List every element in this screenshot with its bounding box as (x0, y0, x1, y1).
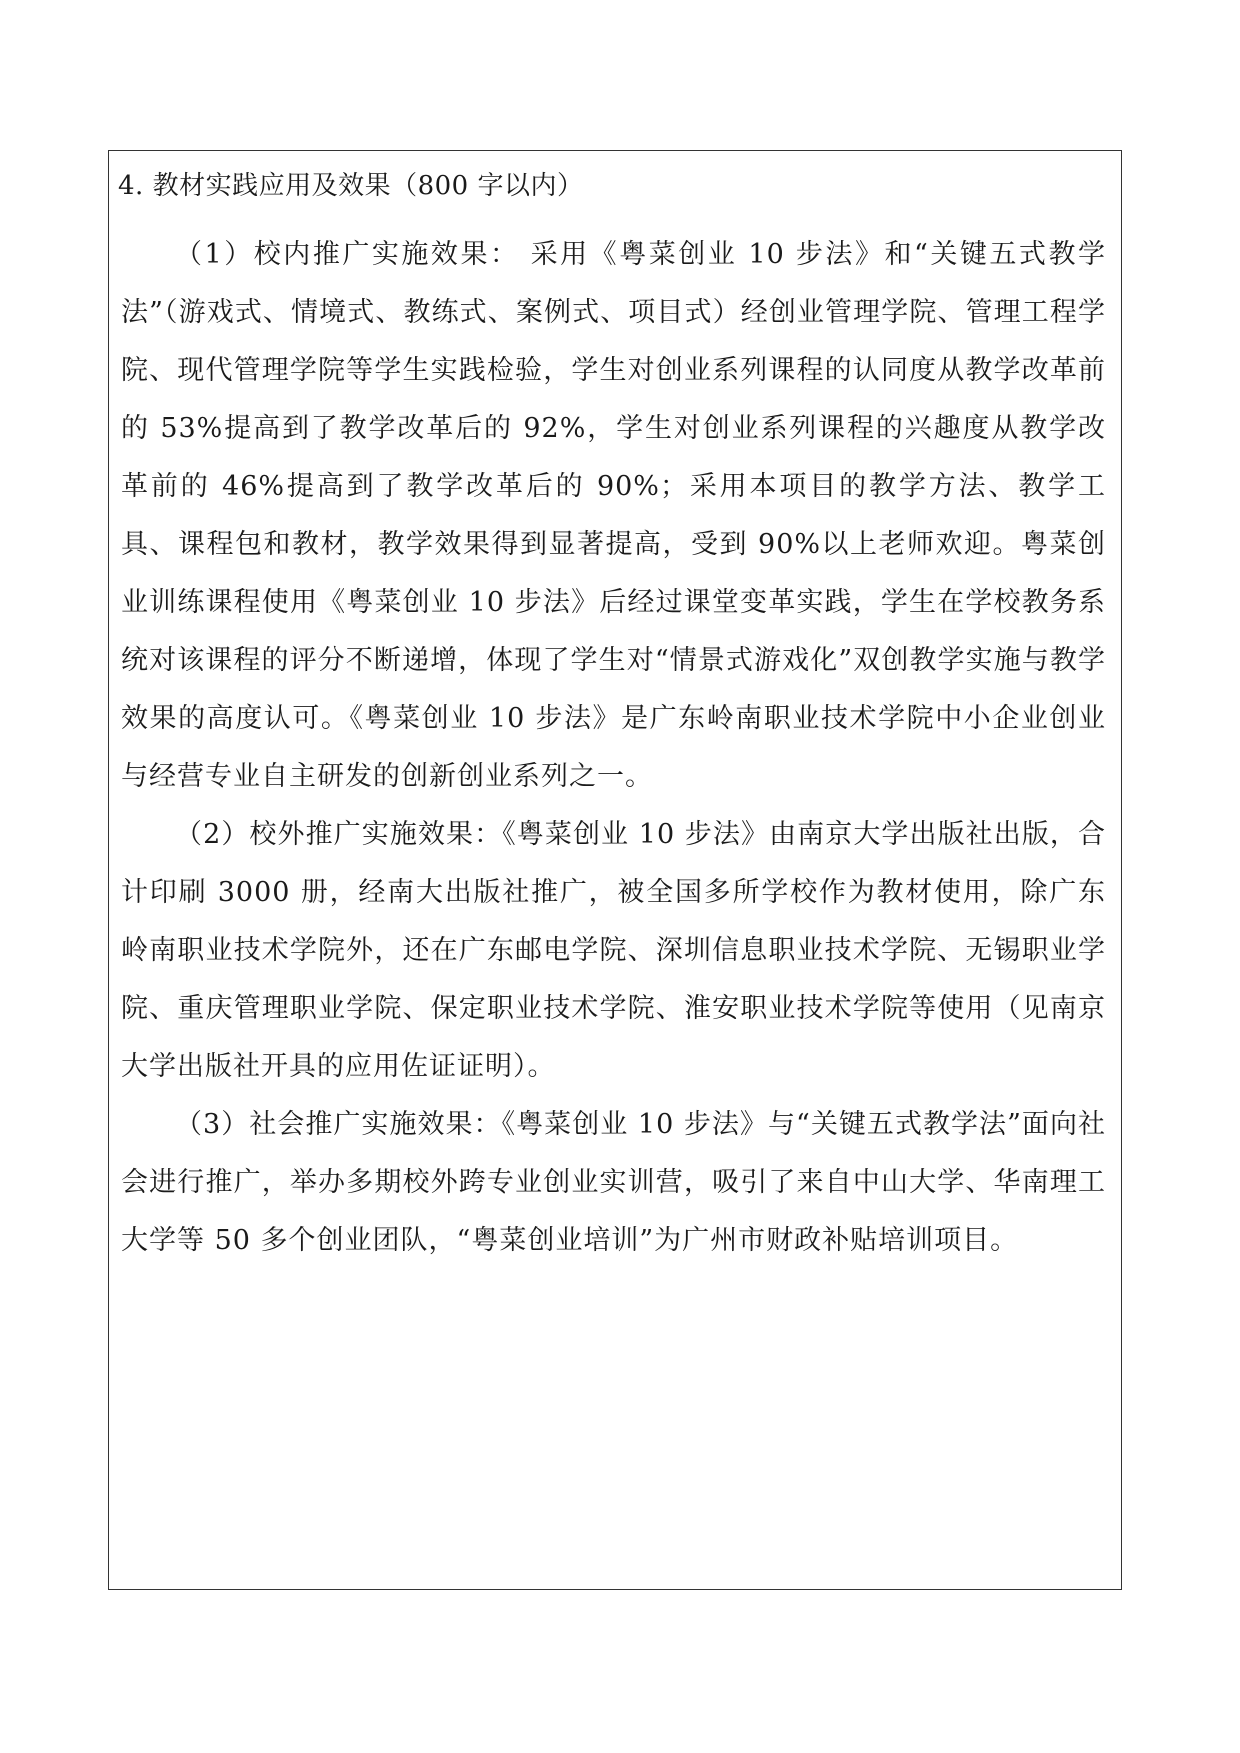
paragraph-social-effect: （3）社会推广实施效果：《粤菜创业 10 步法》与“关键五式教学法”面向社会进行推广，举办多期校外跨专业创业实训营，吸引了来自中山大学、华南理工大学等 50 多个创业团队，“粤菜创业培训”为广州市财政补贴培训项目。 (121, 1109, 1106, 1256)
paragraph-offcampus-effect: （2）校外推广实施效果：《粤菜创业 10 步法》由南京大学出版社出版，合计印刷 3000 册，经南大出版社推广，被全国多所学校作为教材使用，除广东岭南职业技术学院外，还在广东邮电学院、深圳信息职业技术学院、无锡职业学院、重庆管理职业学院、保定职业技术学院、淮安职业技术学院等使用（见南京大学出版社开具的应用佐证证明）。 (121, 819, 1106, 1082)
section-heading: 4. 教材实践应用及效果（800 字以内） (118, 171, 584, 201)
section-body (121, 226, 1106, 1270)
paragraph-campus-effect: （1）校内推广实施效果： 采用《粤菜创业 10 步法》和“关键五式教学法”（游戏式、情境式、教练式、案例式、项目式）经创业管理学院、管理工程学院、现代管理学院等学生实践检验，学生对创业系列课程的认同度从教学改革前的 53%提高到了教学改革后的 92%，学生对创业系列课程的兴趣度从教学改革前的 46%提高到了教学改革后的 90%；采用本项目的教学方法、教学工具、课程包和教材，教学效果得到显著提高，受到 90%以上老师欢迎。粤菜创业训练课程使用《粤菜创业 10 步法》后经过课堂变革实践，学生在学校教务系统对该课程的评分不断递增，体现了学生对“情景式游戏化”双创教学实施与教学效果的高度认可。《粤菜创业 10 步法》是广东岭南职业技术学院中小企业创业与经营专业自主研发的创新创业系列之一。 (121, 239, 1106, 792)
